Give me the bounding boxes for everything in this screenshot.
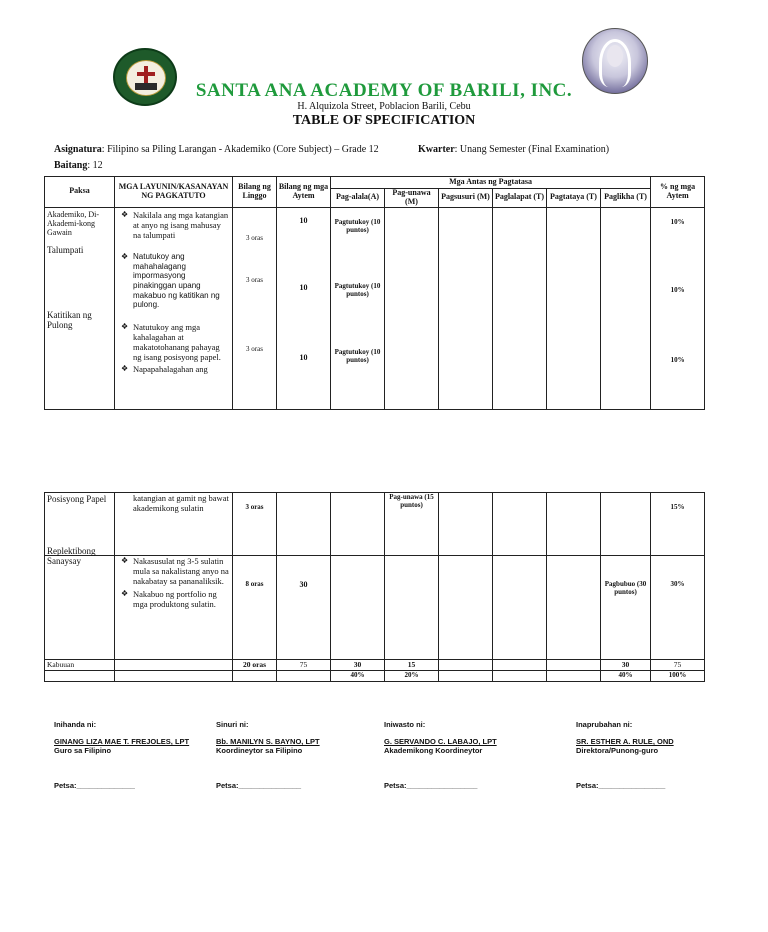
header-paglalapat: Paglalapat (T) [493,189,547,208]
objective-item: ❖ Nakilala ang mga katangian at anyo ng isang mahusay na talumpati [121,210,230,241]
linggo-cell: 3 oras 3 oras 3 oras [233,207,277,409]
header-antas: Mga Antas ng Pagtatasa [331,177,651,189]
header-pagsusuri: Pagsusuri (M) [439,189,493,208]
kwarter-line: Kwarter: Unang Semester (Final Examination) [418,144,610,155]
table-row [45,207,705,409]
header-linggo: Bilang ng Linggo [233,177,277,208]
totals-label: Kabuuan [45,660,115,671]
header-pagtataya: Pagtataya (T) [547,189,601,208]
header-layunin: MGA LAYUNIN/KASANAYAN NG PAGKATUTO [115,177,233,208]
objective-item: ❖ Natutukoy ang mahahalagang impormasyong pinakinggan upang makabuo ng katitikan ng pulong. [121,252,230,310]
paglikha-cell: Pagbubuo (30 puntos) [601,556,651,660]
pag-unawa-cell: Pag-unawa (15 puntos) [385,493,439,556]
paksa-cell: Replektibong Sanaysay [45,556,115,660]
totals-linggo: 20 oras [233,660,277,671]
header-pag-alala: Pag-alala(A) [331,189,385,208]
totals-row [45,660,705,671]
table-row [45,556,705,660]
totals-percent-row [45,671,705,682]
header-porsyento: % ng mga Aytem [651,177,705,208]
pct-pag-unawa: 20% [385,671,439,682]
signatory-corrected: Iniwasto ni: G. SERVANDO C. LABAJO, LPT Akademikong Koordineytor Petsa:_________________ [384,720,497,790]
totals-pag-alala: 30 [331,660,385,671]
objective-item: katangian at gamit ng bawat akademikong sulatin [115,493,233,556]
totals-pag-unawa: 15 [385,660,439,671]
objective-item: ❖ Napapahalagahan ang [121,364,230,374]
paksa-cell: Posisyong Papel [45,493,115,556]
objective-item: ❖ Nakabuo ng portfolio ng mga produktong sulatin. [121,589,230,609]
objectives-cell [115,556,233,660]
aytem-cell: 10 10 10 [277,207,331,409]
pct-paglikha: 40% [601,671,651,682]
linggo-cell: 3 oras [233,493,277,556]
percent-cell: 30% [651,556,705,660]
pag-alala-cell: Pagtutukoy (10 puntos) Pagtutukoy (10 puntos) Pagtutukoy (10 puntos) [331,207,385,409]
signatory-approved: Inaprubahan ni: SR. ESTHER A. RULE, OND Direktora/Punong-guro Petsa:________________ [576,720,674,790]
document-title: TABLE OF SPECIFICATION [292,113,476,128]
percent-cell: 10% 10% 10% [651,207,705,409]
pct-pag-alala: 40% [331,671,385,682]
header-pag-unawa: Pag-unawa (M) [385,189,439,208]
header-aytem: Bilang ng mga Aytem [277,177,331,208]
signatory-reviewed: Sinuri ni: Bb. MANILYN S. BAYNO, LPT Koordineytor sa Filipino Petsa:_______________ [216,720,320,790]
school-name: SANTA ANA ACADEMY OF BARILI, INC. [195,80,573,101]
tos-table-page2 [44,492,705,682]
asignatura-line: Asignatura: Filipino sa Piling Larangan - Akademiko (Core Subject) – Grade 12 [54,144,379,155]
header-paksa: Paksa [45,177,115,208]
percent-cell: 15% [651,493,705,556]
objective-item: ❖ Nakasusulat ng 3-5 sulatin mula sa nakalistang anyo na nakabatay sa pananaliksik. [121,556,230,587]
objectives-cell [115,207,233,409]
totals-percent: 75 [651,660,705,671]
baitang-line: Baitang: 12 [54,160,103,171]
school-address: H. Alquizola Street, Poblacion Barili, Cebu [297,101,471,112]
objective-item: ❖ Natutukoy ang mga kahalagahan at makatotohanang pahayag ng isang posisyong papel. [121,322,230,363]
totals-paglikha: 30 [601,660,651,671]
totals-aytem: 75 [277,660,331,671]
linggo-cell: 8 oras [233,556,277,660]
table-row [45,493,705,556]
signatory-prepared: Inihanda ni: GINANG LIZA MAE T. FREJOLES, LPT Guro sa Filipino Petsa:______________ [54,720,190,790]
aytem-cell: 30 [277,556,331,660]
paksa-cell: Akademiko, Di-Akademi-kong Gawain Talumpati Katitikan ng Pulong [45,207,115,409]
tos-table-page1 [44,176,705,410]
header-paglikha: Paglikha (T) [601,189,651,208]
pct-total: 100% [651,671,705,682]
